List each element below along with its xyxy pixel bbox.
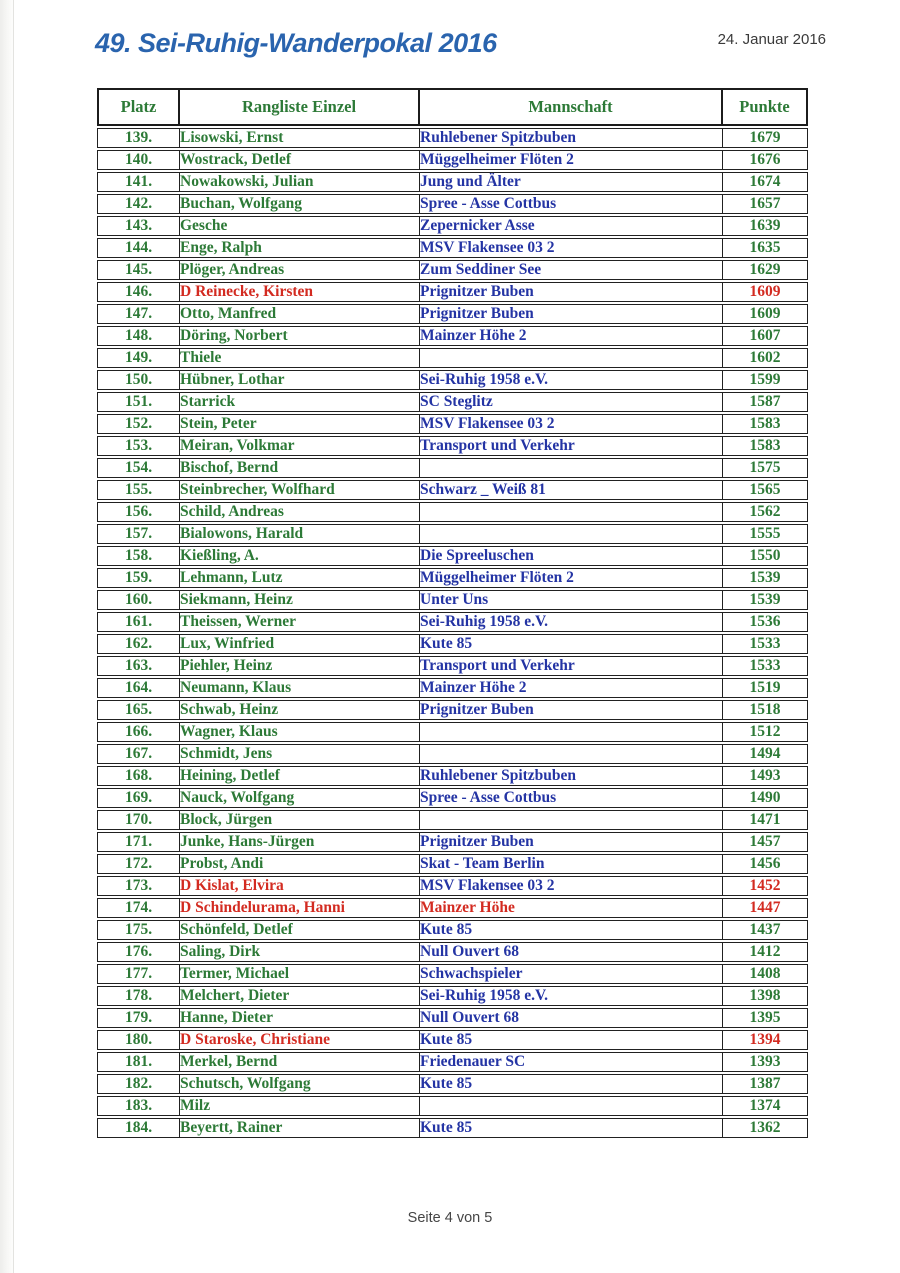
- name-cell: Hanne, Dieter: [180, 1008, 420, 1028]
- name-cell: Bialowons, Harald: [180, 524, 420, 544]
- team-cell: Prignitzer Buben: [420, 700, 723, 720]
- table-row: [97, 370, 808, 390]
- name-cell: Stein, Peter: [180, 414, 420, 434]
- table-row: [97, 876, 808, 896]
- punkte-cell: 1602: [723, 348, 808, 368]
- name-cell: Nowakowski, Julian: [180, 172, 420, 192]
- name-cell: Wagner, Klaus: [180, 722, 420, 742]
- punkte-cell: 1679: [723, 128, 808, 148]
- platz-cell: 153.: [97, 436, 180, 456]
- punkte-cell: 1519: [723, 678, 808, 698]
- team-cell: Unter Uns: [420, 590, 723, 610]
- name-cell: Heining, Detlef: [180, 766, 420, 786]
- team-cell: [420, 744, 723, 764]
- platz-cell: 140.: [97, 150, 180, 170]
- table-row: [97, 986, 808, 1006]
- table-row: [97, 590, 808, 610]
- table-row: [97, 348, 808, 368]
- name-cell: Junke, Hans-Jürgen: [180, 832, 420, 852]
- platz-cell: 170.: [97, 810, 180, 830]
- table-row: [97, 546, 808, 566]
- table-row: [97, 744, 808, 764]
- name-cell: Theissen, Werner: [180, 612, 420, 632]
- table-row: [97, 524, 808, 544]
- platz-cell: 159.: [97, 568, 180, 588]
- table-row: [97, 612, 808, 632]
- table-row: [97, 788, 808, 808]
- punkte-cell: 1493: [723, 766, 808, 786]
- platz-cell: 148.: [97, 326, 180, 346]
- table-row: [97, 128, 808, 148]
- name-cell: Lux, Winfried: [180, 634, 420, 654]
- name-cell: Döring, Norbert: [180, 326, 420, 346]
- team-cell: Die Spreeluschen: [420, 546, 723, 566]
- platz-cell: 172.: [97, 854, 180, 874]
- table-row: [97, 260, 808, 280]
- team-cell: Transport und Verkehr: [420, 656, 723, 676]
- punkte-cell: 1456: [723, 854, 808, 874]
- platz-cell: 144.: [97, 238, 180, 258]
- table-row: [97, 568, 808, 588]
- punkte-cell: 1457: [723, 832, 808, 852]
- table-row: [97, 898, 808, 918]
- name-cell: Starrick: [180, 392, 420, 412]
- team-cell: Spree - Asse Cottbus: [420, 788, 723, 808]
- team-cell: Kute 85: [420, 1118, 723, 1138]
- punkte-cell: 1374: [723, 1096, 808, 1116]
- punkte-cell: 1599: [723, 370, 808, 390]
- table-row: [97, 1096, 808, 1116]
- punkte-cell: 1587: [723, 392, 808, 412]
- punkte-cell: 1536: [723, 612, 808, 632]
- table-header-row: [97, 88, 808, 126]
- team-cell: Friedenauer SC: [420, 1052, 723, 1072]
- scan-left-edge-artifact: [0, 0, 14, 1273]
- name-cell: Termer, Michael: [180, 964, 420, 984]
- name-cell: Lisowski, Ernst: [180, 128, 420, 148]
- platz-cell: 168.: [97, 766, 180, 786]
- punkte-cell: 1583: [723, 436, 808, 456]
- team-cell: [420, 1096, 723, 1116]
- platz-cell: 178.: [97, 986, 180, 1006]
- table-row: [97, 854, 808, 874]
- table-row: [97, 458, 808, 478]
- team-cell: Ruhlebener Spitzbuben: [420, 128, 723, 148]
- punkte-cell: 1657: [723, 194, 808, 214]
- table-row: [97, 282, 808, 302]
- table-row: [97, 392, 808, 412]
- name-cell: Block, Jürgen: [180, 810, 420, 830]
- team-cell: [420, 502, 723, 522]
- name-cell: Hübner, Lothar: [180, 370, 420, 390]
- name-cell: Kießling, A.: [180, 546, 420, 566]
- platz-cell: 139.: [97, 128, 180, 148]
- table-row: [97, 766, 808, 786]
- table-row: [97, 414, 808, 434]
- page-title: 49. Sei-Ruhig-Wanderpokal 2016: [95, 28, 497, 58]
- name-cell: Schmidt, Jens: [180, 744, 420, 764]
- platz-cell: 184.: [97, 1118, 180, 1138]
- team-cell: Null Ouvert 68: [420, 1008, 723, 1028]
- platz-cell: 146.: [97, 282, 180, 302]
- punkte-cell: 1447: [723, 898, 808, 918]
- platz-cell: 180.: [97, 1030, 180, 1050]
- name-cell: D Reinecke, Kirsten: [180, 282, 420, 302]
- team-cell: [420, 348, 723, 368]
- name-cell: Meiran, Volkmar: [180, 436, 420, 456]
- name-cell: Lehmann, Lutz: [180, 568, 420, 588]
- name-cell: Melchert, Dieter: [180, 986, 420, 1006]
- table-row: [97, 326, 808, 346]
- platz-cell: 182.: [97, 1074, 180, 1094]
- table-row: [97, 1074, 808, 1094]
- punkte-cell: 1607: [723, 326, 808, 346]
- table-row: [97, 832, 808, 852]
- team-cell: Mainzer Höhe 2: [420, 678, 723, 698]
- platz-cell: 183.: [97, 1096, 180, 1116]
- name-cell: Buchan, Wolfgang: [180, 194, 420, 214]
- punkte-cell: 1398: [723, 986, 808, 1006]
- name-cell: D Kislat, Elvira: [180, 876, 420, 896]
- punkte-cell: 1635: [723, 238, 808, 258]
- punkte-cell: 1471: [723, 810, 808, 830]
- table-row: [97, 920, 808, 940]
- team-cell: Zum Seddiner See: [420, 260, 723, 280]
- team-cell: Mainzer Höhe 2: [420, 326, 723, 346]
- team-cell: [420, 458, 723, 478]
- platz-cell: 142.: [97, 194, 180, 214]
- team-cell: Null Ouvert 68: [420, 942, 723, 962]
- punkte-cell: 1394: [723, 1030, 808, 1050]
- platz-cell: 158.: [97, 546, 180, 566]
- platz-cell: 162.: [97, 634, 180, 654]
- team-cell: Ruhlebener Spitzbuben: [420, 766, 723, 786]
- team-cell: Mainzer Höhe: [420, 898, 723, 918]
- punkte-cell: 1452: [723, 876, 808, 896]
- punkte-cell: 1408: [723, 964, 808, 984]
- punkte-cell: 1562: [723, 502, 808, 522]
- table-row: [97, 216, 808, 236]
- punkte-cell: 1674: [723, 172, 808, 192]
- name-cell: Neumann, Klaus: [180, 678, 420, 698]
- name-cell: Bischof, Bernd: [180, 458, 420, 478]
- punkte-cell: 1387: [723, 1074, 808, 1094]
- ranking-table: [97, 86, 808, 1140]
- table-row: [97, 304, 808, 324]
- punkte-cell: 1550: [723, 546, 808, 566]
- name-cell: Schönfeld, Detlef: [180, 920, 420, 940]
- punkte-cell: 1676: [723, 150, 808, 170]
- column-header-mannschaft: Mannschaft: [420, 88, 723, 126]
- platz-cell: 173.: [97, 876, 180, 896]
- team-cell: Schwarz _ Weiß 81: [420, 480, 723, 500]
- platz-cell: 155.: [97, 480, 180, 500]
- punkte-cell: 1555: [723, 524, 808, 544]
- table-row: [97, 722, 808, 742]
- platz-cell: 164.: [97, 678, 180, 698]
- platz-cell: 166.: [97, 722, 180, 742]
- team-cell: SC Steglitz: [420, 392, 723, 412]
- platz-cell: 163.: [97, 656, 180, 676]
- platz-cell: 151.: [97, 392, 180, 412]
- platz-cell: 154.: [97, 458, 180, 478]
- name-cell: Merkel, Bernd: [180, 1052, 420, 1072]
- page-number-label: Seite 4 von 5: [407, 1210, 493, 1226]
- table-row: [97, 678, 808, 698]
- punkte-cell: 1539: [723, 590, 808, 610]
- name-cell: Thiele: [180, 348, 420, 368]
- team-cell: Jung und Älter: [420, 172, 723, 192]
- column-header-platz: Platz: [97, 88, 180, 126]
- punkte-cell: 1539: [723, 568, 808, 588]
- table-row: [97, 1008, 808, 1028]
- column-header-rangliste-einzel: Rangliste Einzel: [180, 88, 420, 126]
- table-row: [97, 656, 808, 676]
- name-cell: Schild, Andreas: [180, 502, 420, 522]
- ranking-table-body: [97, 128, 808, 1138]
- name-cell: Siekmann, Heinz: [180, 590, 420, 610]
- punkte-cell: 1533: [723, 634, 808, 654]
- table-row: [97, 238, 808, 258]
- punkte-cell: 1629: [723, 260, 808, 280]
- punkte-cell: 1583: [723, 414, 808, 434]
- team-cell: Kute 85: [420, 634, 723, 654]
- table-row: [97, 1030, 808, 1050]
- name-cell: Beyertt, Rainer: [180, 1118, 420, 1138]
- punkte-cell: 1490: [723, 788, 808, 808]
- punkte-cell: 1362: [723, 1118, 808, 1138]
- punkte-cell: 1533: [723, 656, 808, 676]
- team-cell: Müggelheimer Flöten 2: [420, 568, 723, 588]
- platz-cell: 160.: [97, 590, 180, 610]
- platz-cell: 145.: [97, 260, 180, 280]
- table-row: [97, 634, 808, 654]
- table-row: [97, 1052, 808, 1072]
- platz-cell: 161.: [97, 612, 180, 632]
- team-cell: Kute 85: [420, 1074, 723, 1094]
- name-cell: Probst, Andi: [180, 854, 420, 874]
- name-cell: Piehler, Heinz: [180, 656, 420, 676]
- team-cell: [420, 810, 723, 830]
- name-cell: Schwab, Heinz: [180, 700, 420, 720]
- punkte-cell: 1437: [723, 920, 808, 940]
- platz-cell: 143.: [97, 216, 180, 236]
- punkte-cell: 1518: [723, 700, 808, 720]
- punkte-cell: 1609: [723, 304, 808, 324]
- table-row: [97, 700, 808, 720]
- punkte-cell: 1393: [723, 1052, 808, 1072]
- platz-cell: 169.: [97, 788, 180, 808]
- name-cell: Milz: [180, 1096, 420, 1116]
- table-row: [97, 172, 808, 192]
- platz-cell: 147.: [97, 304, 180, 324]
- punkte-cell: 1609: [723, 282, 808, 302]
- column-header-punkte: Punkte: [723, 88, 808, 126]
- platz-cell: 174.: [97, 898, 180, 918]
- team-cell: Prignitzer Buben: [420, 304, 723, 324]
- platz-cell: 165.: [97, 700, 180, 720]
- platz-cell: 149.: [97, 348, 180, 368]
- table-row: [97, 502, 808, 522]
- platz-cell: 157.: [97, 524, 180, 544]
- platz-cell: 150.: [97, 370, 180, 390]
- table-row: [97, 150, 808, 170]
- team-cell: Sei-Ruhig 1958 e.V.: [420, 370, 723, 390]
- team-cell: Zepernicker Asse: [420, 216, 723, 236]
- name-cell: Enge, Ralph: [180, 238, 420, 258]
- punkte-cell: 1512: [723, 722, 808, 742]
- punkte-cell: 1639: [723, 216, 808, 236]
- name-cell: Schutsch, Wolfgang: [180, 1074, 420, 1094]
- document-date: 24. Januar 2016: [717, 31, 826, 48]
- name-cell: Nauck, Wolfgang: [180, 788, 420, 808]
- team-cell: MSV Flakensee 03 2: [420, 876, 723, 896]
- team-cell: Schwachspieler: [420, 964, 723, 984]
- team-cell: MSV Flakensee 03 2: [420, 238, 723, 258]
- platz-cell: 177.: [97, 964, 180, 984]
- table-row: [97, 1118, 808, 1138]
- name-cell: D Staroske, Christiane: [180, 1030, 420, 1050]
- name-cell: Gesche: [180, 216, 420, 236]
- team-cell: Kute 85: [420, 1030, 723, 1050]
- platz-cell: 156.: [97, 502, 180, 522]
- platz-cell: 176.: [97, 942, 180, 962]
- team-cell: Sei-Ruhig 1958 e.V.: [420, 612, 723, 632]
- platz-cell: 141.: [97, 172, 180, 192]
- table-row: [97, 436, 808, 456]
- team-cell: Prignitzer Buben: [420, 832, 723, 852]
- team-cell: Skat - Team Berlin: [420, 854, 723, 874]
- name-cell: Plöger, Andreas: [180, 260, 420, 280]
- platz-cell: 152.: [97, 414, 180, 434]
- table-row: [97, 810, 808, 830]
- team-cell: Kute 85: [420, 920, 723, 940]
- table-row: [97, 194, 808, 214]
- punkte-cell: 1575: [723, 458, 808, 478]
- platz-cell: 171.: [97, 832, 180, 852]
- name-cell: Steinbrecher, Wolfhard: [180, 480, 420, 500]
- team-cell: Sei-Ruhig 1958 e.V.: [420, 986, 723, 1006]
- punkte-cell: 1565: [723, 480, 808, 500]
- punkte-cell: 1395: [723, 1008, 808, 1028]
- platz-cell: 181.: [97, 1052, 180, 1072]
- team-cell: Prignitzer Buben: [420, 282, 723, 302]
- table-row: [97, 942, 808, 962]
- team-cell: [420, 524, 723, 544]
- platz-cell: 175.: [97, 920, 180, 940]
- name-cell: Wostrack, Detlef: [180, 150, 420, 170]
- platz-cell: 179.: [97, 1008, 180, 1028]
- name-cell: Saling, Dirk: [180, 942, 420, 962]
- team-cell: Transport und Verkehr: [420, 436, 723, 456]
- name-cell: D Schindelurama, Hanni: [180, 898, 420, 918]
- table-row: [97, 480, 808, 500]
- table-row: [97, 964, 808, 984]
- punkte-cell: 1412: [723, 942, 808, 962]
- team-cell: Müggelheimer Flöten 2: [420, 150, 723, 170]
- team-cell: Spree - Asse Cottbus: [420, 194, 723, 214]
- team-cell: [420, 722, 723, 742]
- team-cell: MSV Flakensee 03 2: [420, 414, 723, 434]
- name-cell: Otto, Manfred: [180, 304, 420, 324]
- platz-cell: 167.: [97, 744, 180, 764]
- punkte-cell: 1494: [723, 744, 808, 764]
